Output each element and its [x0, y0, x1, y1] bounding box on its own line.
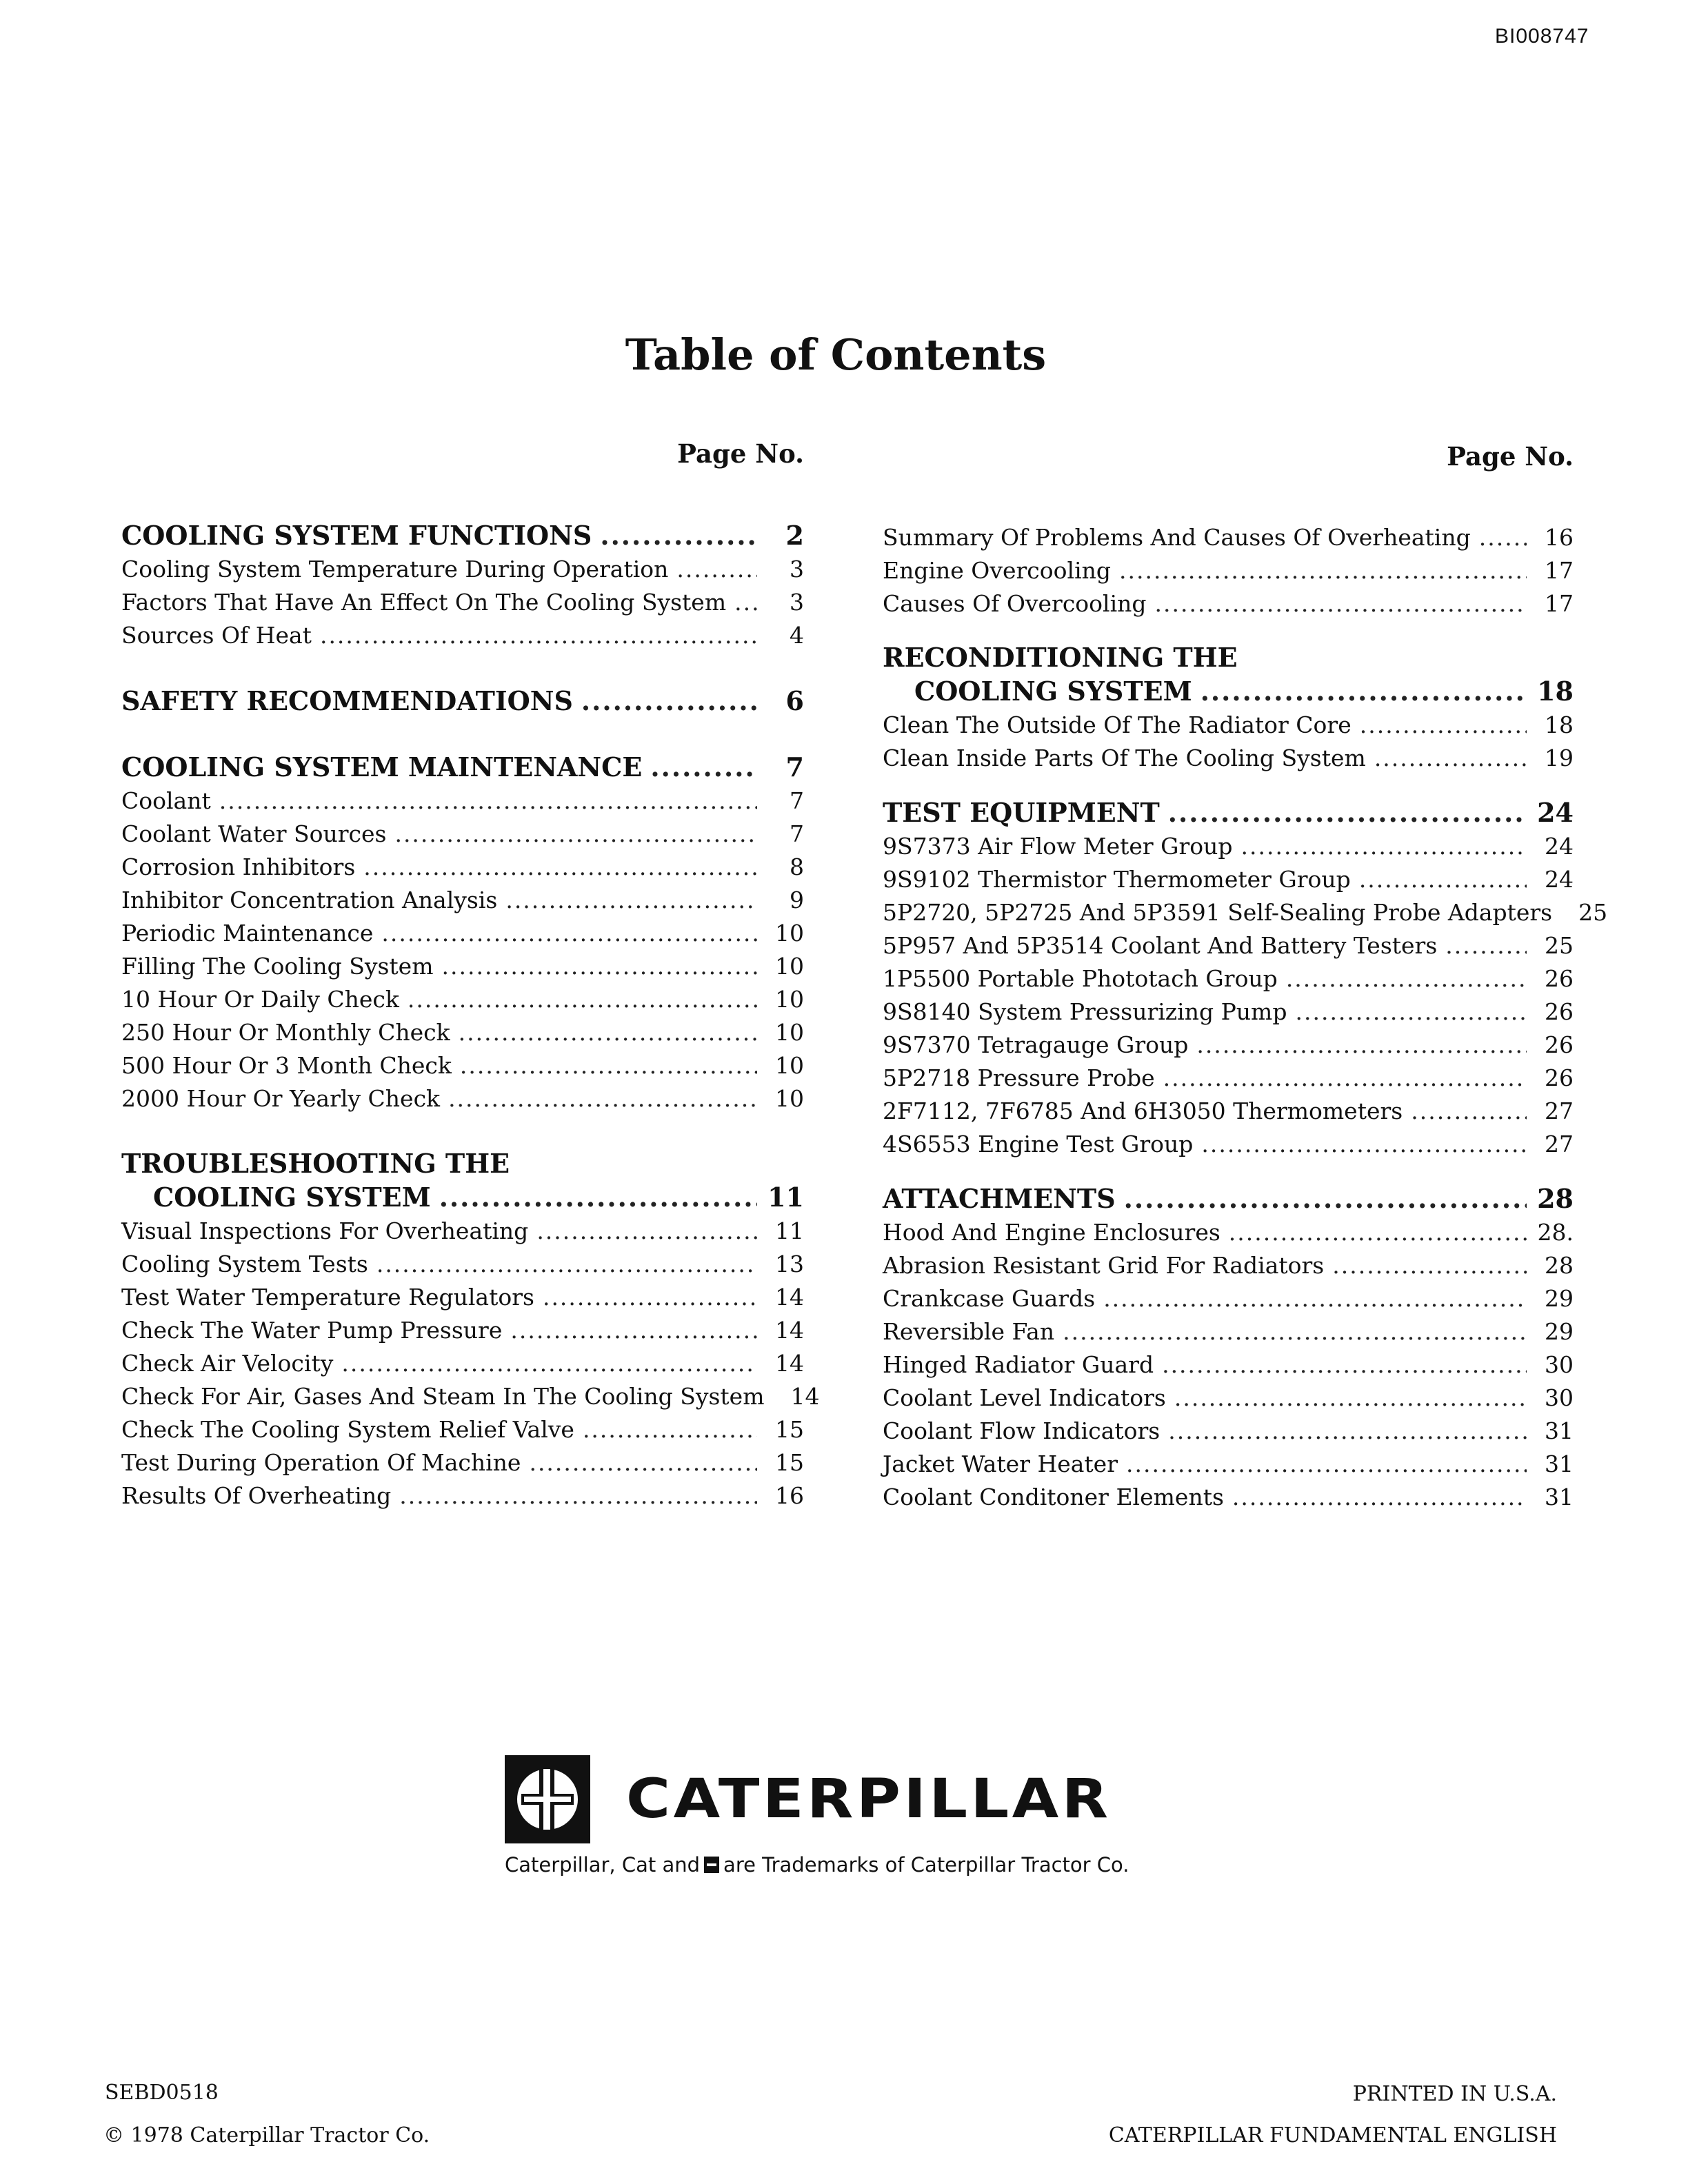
toc-entry	[883, 709, 1574, 742]
toc-section-heading	[121, 684, 804, 718]
dot-leader	[1168, 796, 1527, 830]
page-number: 31	[1545, 1450, 1574, 1477]
caterpillar-logo-icon	[505, 1755, 590, 1843]
toc-entry	[121, 1314, 804, 1347]
page-number: 10	[775, 1052, 804, 1079]
section-title-line1: RECONDITIONING THE	[883, 642, 1238, 673]
page-number: 26	[1545, 1064, 1574, 1091]
toc-entry	[883, 521, 1574, 554]
entry-title: Test During Operation Of Machine	[121, 1449, 521, 1476]
section-title: COOLING SYSTEM FUNCTIONS	[121, 520, 592, 551]
trademark-text-before: Caterpillar, Cat and	[505, 1853, 701, 1877]
page-number: 14	[790, 1383, 820, 1410]
entry-title: Sources Of Heat	[121, 622, 312, 649]
caterpillar-wordmark: CATERPILLAR	[626, 1768, 1112, 1830]
entry-title: Cooling System Tests	[121, 1251, 368, 1277]
page-number: 4	[790, 622, 804, 649]
dot-leader	[1286, 962, 1527, 995]
page-number: 17	[1545, 557, 1574, 584]
page-number: 27	[1545, 1098, 1574, 1124]
page-number: 11	[775, 1217, 804, 1244]
dot-leader	[581, 684, 757, 718]
entry-title: Test Water Temperature Regulators	[121, 1284, 534, 1311]
page-number: 9	[790, 887, 804, 913]
dot-leader	[600, 518, 757, 553]
dot-leader	[448, 1082, 757, 1115]
toc-entry	[121, 1016, 804, 1049]
page-number: 17	[1545, 590, 1574, 617]
entry-title: Engine Overcooling	[883, 557, 1111, 584]
dot-leader	[442, 950, 758, 983]
dot-leader	[1119, 554, 1527, 587]
toc-entry	[121, 1380, 820, 1413]
toc-entry	[121, 1049, 804, 1082]
entry-title: Corrosion Inhibitors	[121, 853, 356, 880]
entry-title: Coolant Level Indicators	[883, 1384, 1166, 1411]
entry-title: Coolant	[121, 787, 211, 814]
page-number: 28.	[1537, 1219, 1574, 1246]
toc-entry	[883, 929, 1574, 962]
entry-title: 1P5500 Portable Phototach Group	[883, 965, 1278, 992]
entry-title: Clean Inside Parts Of The Cooling System	[883, 745, 1366, 771]
toc-entry-list	[883, 709, 1574, 775]
page-number: 11	[767, 1182, 804, 1213]
toc-entry	[121, 1248, 804, 1281]
toc-section-heading	[883, 1182, 1574, 1216]
entry-title: Check The Cooling System Relief Valve	[121, 1416, 574, 1443]
entry-title: Reversible Fan	[883, 1318, 1055, 1345]
dot-leader	[219, 785, 757, 818]
toc-entry	[121, 983, 804, 1016]
toc-entry	[121, 1446, 804, 1479]
dot-leader	[1126, 1448, 1527, 1481]
page-number: 24	[1545, 866, 1574, 893]
toc-entry	[121, 1413, 804, 1446]
dot-leader	[505, 884, 757, 917]
entry-title: Hinged Radiator Guard	[883, 1351, 1154, 1378]
dot-leader	[1200, 674, 1527, 709]
page-number: 18	[1537, 676, 1574, 707]
section-title: SAFETY RECOMMENDATIONS	[121, 685, 573, 716]
section-title: COOLING SYSTEM	[153, 1182, 431, 1213]
dot-leader	[1168, 1415, 1527, 1448]
toc-entry-list	[883, 830, 1608, 1161]
entry-title: Inhibitor Concentration Analysis	[121, 887, 498, 913]
section-title: COOLING SYSTEM MAINTENANCE	[121, 751, 643, 782]
page-number: 6	[785, 685, 804, 716]
dot-leader	[543, 1281, 757, 1314]
dot-leader	[1174, 1382, 1527, 1415]
trademark-notice	[505, 1853, 1129, 1877]
toc-section-heading	[121, 750, 804, 785]
dot-leader	[1232, 1481, 1527, 1514]
toc-section-heading	[883, 796, 1574, 830]
entry-title: Check For Air, Gases And Steam In The Cooling System	[121, 1383, 765, 1410]
page-number: 7	[785, 751, 804, 782]
dot-leader	[1411, 1095, 1527, 1128]
section-title: ATTACHMENTS	[883, 1183, 1116, 1214]
dot-leader	[1332, 1249, 1527, 1282]
dot-leader	[1196, 1029, 1527, 1062]
entry-title: Visual Inspections For Overheating	[121, 1217, 529, 1244]
dot-leader	[1374, 742, 1527, 775]
toc-entry	[121, 884, 804, 917]
page-number: 16	[1545, 524, 1574, 551]
entry-title: Coolant Conditoner Elements	[883, 1484, 1224, 1510]
dot-leader	[1201, 1128, 1527, 1161]
page-number: 14	[775, 1350, 804, 1377]
page-number: 10	[775, 920, 804, 947]
toc-entry	[883, 587, 1574, 620]
entry-title: Crankcase Guards	[883, 1285, 1096, 1312]
page-number: 15	[775, 1449, 804, 1476]
toc-entry-list	[883, 1216, 1574, 1514]
toc-entry	[883, 554, 1574, 587]
toc-entry	[883, 1216, 1574, 1249]
entry-title: 9S7370 Tetragauge Group	[883, 1031, 1189, 1058]
toc-entry	[121, 1281, 804, 1314]
toc-entry	[883, 1128, 1574, 1161]
entry-title: Summary Of Problems And Causes Of Overheating	[883, 524, 1471, 551]
page-number: 30	[1545, 1351, 1574, 1378]
entry-title: Coolant Water Sources	[121, 820, 387, 847]
toc-right-column	[883, 441, 1608, 1514]
toc-entry	[883, 1382, 1574, 1415]
entry-title: Cooling System Temperature During Operation	[121, 556, 669, 583]
toc-section-heading	[121, 518, 804, 553]
page-number: 27	[1545, 1131, 1574, 1157]
dot-leader	[320, 619, 757, 652]
entry-title: Filling The Cooling System	[121, 953, 434, 980]
toc-entry	[883, 1095, 1574, 1128]
toc-entry	[121, 619, 804, 652]
page-number: 26	[1545, 965, 1574, 992]
dot-leader	[1479, 521, 1527, 554]
toc-entry	[883, 1448, 1574, 1481]
dot-leader	[1359, 863, 1527, 896]
page-number: 28	[1545, 1252, 1574, 1279]
entry-title: Check The Water Pump Pressure	[121, 1317, 503, 1344]
entry-title: Factors That Have An Effect On The Cooling System	[121, 589, 727, 616]
document-id: BI008747	[1495, 25, 1589, 48]
entry-title: 5P957 And 5P3514 Coolant And Battery Testers	[883, 932, 1438, 959]
dot-leader	[650, 750, 757, 785]
dot-leader	[1103, 1282, 1527, 1315]
dot-leader	[1295, 995, 1527, 1029]
dot-leader	[583, 1413, 757, 1446]
entry-title: 2F7112, 7F6785 And 6H3050 Thermometers	[883, 1098, 1403, 1124]
page-number: 14	[775, 1317, 804, 1344]
toc-entry	[883, 1481, 1574, 1514]
dot-leader	[734, 586, 757, 619]
section-title: TEST EQUIPMENT	[883, 797, 1160, 828]
toc-entry-list	[121, 1215, 820, 1513]
dot-leader	[510, 1314, 757, 1347]
toc-entry-list	[121, 553, 804, 652]
entry-title: Check Air Velocity	[121, 1350, 334, 1377]
printed-in: PRINTED IN U.S.A.	[1352, 2082, 1557, 2106]
entry-title: 5P2718 Pressure Probe	[883, 1064, 1155, 1091]
toc-section-heading	[121, 1180, 804, 1215]
page-number: 25	[1578, 899, 1608, 926]
toc-entry	[121, 553, 804, 586]
entry-title: 250 Hour Or Monthly Check	[121, 1019, 450, 1046]
caterpillar-small-logo-icon	[704, 1857, 719, 1873]
dot-leader	[1360, 709, 1527, 742]
page-number: 30	[1545, 1384, 1574, 1411]
toc-entry-list	[121, 785, 804, 1115]
page-number: 29	[1545, 1318, 1574, 1345]
page-number: 3	[790, 589, 804, 616]
page-title: Table of Contents	[625, 330, 1047, 380]
dot-leader	[394, 818, 757, 851]
dot-leader	[1063, 1315, 1527, 1348]
dot-leader	[399, 1479, 757, 1513]
section-title: COOLING SYSTEM	[914, 676, 1192, 707]
dot-leader	[1229, 1216, 1527, 1249]
dot-leader	[363, 851, 757, 884]
entry-title: 5P2720, 5P2725 And 5P3591 Self-Sealing Probe Adapters	[883, 899, 1553, 926]
entry-title: Abrasion Resistant Grid For Radiators	[883, 1252, 1325, 1279]
page-number: 13	[775, 1251, 804, 1277]
dot-leader	[536, 1215, 757, 1248]
toc-entry	[121, 586, 804, 619]
page-no-header: Page No.	[1447, 441, 1574, 472]
page-number: 3	[790, 556, 804, 583]
document-code: SEBD0518	[105, 2081, 219, 2105]
entry-title: Causes Of Overcooling	[883, 590, 1147, 617]
dot-leader	[439, 1180, 757, 1215]
page-no-header: Page No.	[677, 438, 804, 469]
section-title-line1: TROUBLESHOOTING THE	[121, 1148, 510, 1179]
toc-section-heading	[883, 674, 1574, 709]
entry-title: 2000 Hour Or Yearly Check	[121, 1085, 441, 1112]
toc-entry	[883, 1282, 1574, 1315]
caterpillar-logo	[505, 1755, 1112, 1843]
series-name: CATERPILLAR FUNDAMENTAL ENGLISH	[1108, 2123, 1557, 2147]
dot-leader	[1163, 1062, 1527, 1095]
toc-entry	[121, 1082, 804, 1115]
toc-entry	[883, 742, 1574, 775]
toc-entry	[883, 1062, 1574, 1095]
toc-entry	[121, 785, 804, 818]
toc-entry	[121, 1215, 804, 1248]
entry-title: Results Of Overheating	[121, 1482, 392, 1509]
page-number: 14	[775, 1284, 804, 1311]
dot-leader	[376, 1248, 757, 1281]
page-number: 10	[775, 1019, 804, 1046]
toc-entry	[883, 1029, 1574, 1062]
dot-leader	[381, 917, 757, 950]
page-number: 10	[775, 986, 804, 1013]
page-number: 28	[1537, 1183, 1574, 1214]
page-number: 7	[790, 787, 804, 814]
page-number: 8	[790, 853, 804, 880]
dot-leader	[408, 983, 757, 1016]
page-number: 10	[775, 1085, 804, 1112]
toc-entry	[121, 818, 804, 851]
entry-title: 9S7373 Air Flow Meter Group	[883, 833, 1233, 860]
toc-entry	[883, 1249, 1574, 1282]
dot-leader	[1445, 929, 1527, 962]
dot-leader	[1241, 830, 1527, 863]
copyright: © 1978 Caterpillar Tractor Co.	[103, 2123, 430, 2147]
entry-title: Jacket Water Heater	[883, 1450, 1118, 1477]
toc-entry	[883, 1348, 1574, 1382]
entry-title: 9S9102 Thermistor Thermometer Group	[883, 866, 1351, 893]
page-number: 16	[775, 1482, 804, 1509]
page-number: 15	[775, 1416, 804, 1443]
page-number: 2	[785, 520, 804, 551]
page-number: 19	[1545, 745, 1574, 771]
entry-title: Clean The Outside Of The Radiator Core	[883, 711, 1352, 738]
dot-leader	[460, 1049, 757, 1082]
toc-entry	[883, 962, 1574, 995]
dot-leader	[529, 1446, 757, 1479]
dot-leader	[1155, 587, 1527, 620]
page-number: 26	[1545, 1031, 1574, 1058]
page-number: 29	[1545, 1285, 1574, 1312]
toc-entry	[883, 830, 1574, 863]
entry-title: 9S8140 System Pressurizing Pump	[883, 998, 1287, 1025]
entry-title: 500 Hour Or 3 Month Check	[121, 1052, 452, 1079]
toc-entry-list	[883, 521, 1574, 620]
trademark-text-after: are Trademarks of Caterpillar Tractor Co.	[723, 1853, 1129, 1877]
entry-title: Hood And Engine Enclosures	[883, 1219, 1220, 1246]
toc-entry	[883, 1415, 1574, 1448]
dot-leader	[459, 1016, 757, 1049]
entry-title: Periodic Maintenance	[121, 920, 374, 947]
page-number: 26	[1545, 998, 1574, 1025]
dot-leader	[1162, 1348, 1527, 1382]
dot-leader	[1124, 1182, 1527, 1216]
toc-entry	[883, 863, 1574, 896]
toc-entry	[883, 1315, 1574, 1348]
page-number: 10	[775, 953, 804, 980]
toc-entry	[883, 995, 1574, 1029]
page-number: 31	[1545, 1417, 1574, 1444]
page-number: 18	[1545, 711, 1574, 738]
page-number: 24	[1537, 797, 1574, 828]
entry-title: 4S6553 Engine Test Group	[883, 1131, 1194, 1157]
entry-title: 10 Hour Or Daily Check	[121, 986, 399, 1013]
page-number: 24	[1545, 833, 1574, 860]
dot-leader	[676, 553, 757, 586]
page-number: 25	[1545, 932, 1574, 959]
toc-entry	[121, 1479, 804, 1513]
toc-entry	[121, 950, 804, 983]
page-number: 7	[790, 820, 804, 847]
toc-entry	[121, 1347, 804, 1380]
toc-left-column	[121, 438, 820, 1513]
toc-entry	[121, 851, 804, 884]
toc-entry	[883, 896, 1608, 929]
dot-leader	[341, 1347, 757, 1380]
entry-title: Coolant Flow Indicators	[883, 1417, 1160, 1444]
toc-entry	[121, 917, 804, 950]
page-number: 31	[1545, 1484, 1574, 1510]
